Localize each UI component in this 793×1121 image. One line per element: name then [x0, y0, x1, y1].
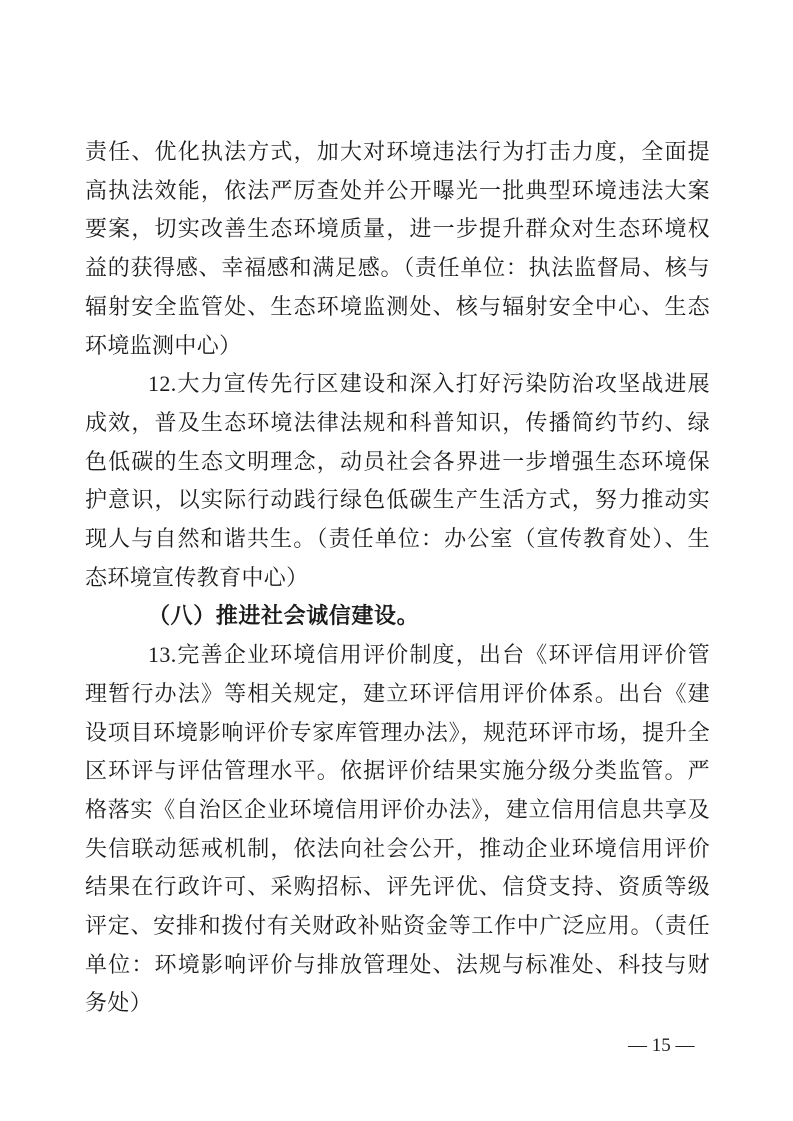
- responsible-unit-text: （责任单位：办公室（宣传教育处）、生态环境宣传教育中心）: [85, 526, 710, 590]
- paragraph-text: 13.完善企业环境信用评价制度，出台《环评信用评价管理暂行办法》等相关规定，建立环评信用评价体系。出台《建设项目环境影响评价专家库管理办法》，规范环评市场，提升全区环评与评估管理水平。依据评价结果实施分级分类监管。严格落实《自治区企业环境信用评价办法》，建立信用信息共享及失信联动惩戒机制，依法向社会公开，推动企业环境信用评价结果在行政许可、采购招标、评先评优、信贷支持、资质等级评定、安排和拨付有关财政补贴资金等工作中广泛应用。: [85, 642, 710, 939]
- responsible-unit-text: （责任单位：执法监督局、核与辐射安全监管处、生态环境监测处、核与辐射安全中心、生态环境监测中心）: [85, 255, 710, 358]
- paragraph-text: （八）推进社会诚信建设。: [148, 603, 420, 629]
- responsible-unit-text: （责任单位：环境影响评价与排放管理处、法规与标准处、科技与财务处）: [85, 913, 710, 1016]
- document-body: [85, 133, 710, 1023]
- paragraph: [85, 133, 710, 365]
- page-number: — 15 —: [628, 1035, 695, 1056]
- paragraph: [85, 365, 710, 597]
- paragraph-text: 责任、优化执法方式，加大对环境违法行为打击力度，全面提高执法效能，依法严厉查处并公开曝光一批典型环境违法大案要案，切实改善生态环境质量，进一步提升群众对生态环境权益的获得感、幸福感和满足感。: [85, 139, 710, 281]
- section-heading: [85, 597, 710, 636]
- paragraph-text: 12.大力宣传先行区建设和深入打好污染防治攻坚战进展成效，普及生态环境法律法规和科普知识，传播简约节约、绿色低碳的生态文明理念，动员社会各界进一步增强生态环境保护意识，以实际行动践行绿色低碳生产生活方式，努力推动实现人与自然和谐共生。: [85, 371, 710, 552]
- paragraph: [85, 636, 710, 1023]
